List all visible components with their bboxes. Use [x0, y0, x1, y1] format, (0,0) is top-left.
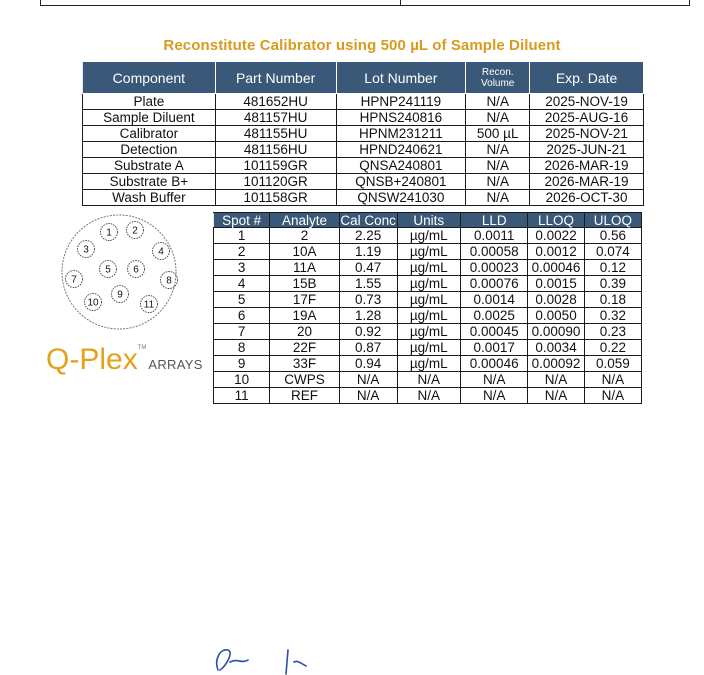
component-cell-component: Substrate A — [83, 158, 216, 174]
analyte-cell-analyte: 15B — [270, 276, 340, 292]
analyte-cell-cal: 1.19 — [339, 244, 397, 260]
component-cell-component: Substrate B+ — [83, 174, 216, 190]
analyte-row — [214, 324, 642, 340]
analyte-cell-cal: 0.47 — [339, 260, 397, 276]
component-row — [83, 94, 644, 110]
analyte-cell-analyte: 11A — [270, 260, 340, 276]
analyte-cell-units: µg/mL — [397, 244, 460, 260]
analyte-cell-lld: 0.0017 — [460, 340, 527, 356]
analyte-cell-lloq: N/A — [528, 388, 584, 404]
analyte-cell-cal: 2.25 — [339, 228, 397, 244]
header-uloq: ULOQ — [584, 213, 641, 228]
header-analyte: Analyte — [270, 213, 340, 228]
component-cell-component: Detection — [83, 142, 216, 158]
component-cell-component: Plate — [83, 94, 216, 110]
component-row — [83, 190, 644, 206]
analyte-cell-units: µg/mL — [397, 324, 460, 340]
analyte-cell-spot: 4 — [214, 276, 270, 292]
analyte-cell-lld: N/A — [460, 388, 527, 404]
spot-label: 1 — [106, 227, 112, 239]
analyte-cell-lloq: 0.00090 — [528, 324, 584, 340]
analyte-cell-cal: 0.87 — [339, 340, 397, 356]
analyte-cell-spot: 5 — [214, 292, 270, 308]
analyte-cell-cal: N/A — [339, 372, 397, 388]
header-recon-line1: Recon. — [481, 66, 514, 78]
analyte-cell-uloq: 0.23 — [584, 324, 641, 340]
spot-1 — [101, 224, 118, 241]
analyte-cell-uloq: N/A — [584, 372, 641, 388]
header-exp-date: Exp. Date — [530, 62, 644, 94]
section-title-text: Reconstitute Calibrator using 500 µL of Sample Diluent — [163, 37, 561, 54]
spot-label: 7 — [71, 274, 77, 286]
spot-layout-diagram — [52, 212, 187, 332]
analyte-cell-cal: 0.92 — [339, 324, 397, 340]
analyte-cell-analyte: 20 — [270, 324, 340, 340]
analyte-row — [214, 372, 642, 388]
analyte-cell-lld: 0.0014 — [460, 292, 527, 308]
spot-11 — [141, 296, 158, 313]
analyte-cell-lld: 0.0011 — [460, 228, 527, 244]
header-units: Units — [397, 213, 460, 228]
q-plex-arrays-logo — [46, 343, 203, 377]
component-cell-lot: HPNP241119 — [336, 94, 466, 110]
component-row — [83, 126, 644, 142]
analyte-row — [214, 228, 642, 244]
analyte-row — [214, 276, 642, 292]
spot-3 — [78, 241, 95, 258]
component-cell-lot: HPND240621 — [336, 142, 466, 158]
previous-table-edge — [40, 0, 690, 6]
analyte-row — [214, 292, 642, 308]
analyte-cell-spot: 3 — [214, 260, 270, 276]
analyte-cell-spot: 10 — [214, 372, 270, 388]
analyte-cell-spot: 2 — [214, 244, 270, 260]
analyte-cell-uloq: 0.12 — [584, 260, 641, 276]
header-spot: Spot # — [214, 213, 270, 228]
analyte-cell-units: N/A — [397, 372, 460, 388]
analyte-cell-uloq: 0.32 — [584, 308, 641, 324]
spot-label: 3 — [83, 244, 89, 256]
component-cell-exp: 2026-OCT-30 — [530, 190, 644, 206]
analyte-row — [214, 308, 642, 324]
spot-5 — [100, 261, 117, 278]
component-cell-exp: 2025-NOV-19 — [530, 94, 644, 110]
spot-7 — [66, 271, 83, 288]
component-cell-component: Wash Buffer — [83, 190, 216, 206]
header-recon-line2: Volume — [481, 77, 515, 89]
logo-plex: -Plex — [69, 343, 138, 376]
component-cell-exp: 2026-MAR-19 — [530, 158, 644, 174]
spot-2 — [127, 222, 144, 239]
spot-9 — [112, 286, 129, 303]
analyte-cell-uloq: 0.18 — [584, 292, 641, 308]
analyte-cell-spot: 1 — [214, 228, 270, 244]
analyte-row — [214, 260, 642, 276]
spot-label: 5 — [105, 264, 111, 276]
component-row — [83, 174, 644, 190]
component-row — [83, 142, 644, 158]
header-part-number: Part Number — [215, 62, 336, 94]
analyte-cell-uloq: 0.22 — [584, 340, 641, 356]
analyte-cell-cal: N/A — [339, 388, 397, 404]
component-cell-component: Calibrator — [83, 126, 216, 142]
component-cell-volume: N/A — [466, 94, 530, 110]
analyte-cell-spot: 6 — [214, 308, 270, 324]
analyte-cell-uloq: N/A — [584, 388, 641, 404]
spot-label: 2 — [132, 225, 138, 237]
analyte-cell-cal: 0.73 — [339, 292, 397, 308]
component-cell-lot: QNSB+240801 — [336, 174, 466, 190]
analyte-cell-units: N/A — [397, 388, 460, 404]
component-row — [83, 110, 644, 126]
analyte-row — [214, 356, 642, 372]
analyte-cell-lld: N/A — [460, 372, 527, 388]
analyte-cell-lloq: 0.00046 — [528, 260, 584, 276]
spot-label: 10 — [87, 297, 99, 309]
analyte-cell-units: µg/mL — [397, 228, 460, 244]
analyte-cell-spot: 11 — [214, 388, 270, 404]
analyte-cell-uloq: 0.074 — [584, 244, 641, 260]
analyte-row — [214, 244, 642, 260]
component-cell-component: Sample Diluent — [83, 110, 216, 126]
component-cell-exp: 2025-AUG-16 — [530, 110, 644, 126]
analyte-cell-units: µg/mL — [397, 340, 460, 356]
analyte-cell-lld: 0.00045 — [460, 324, 527, 340]
header-cal-conc: Cal Conc — [340, 212, 396, 228]
analyte-cell-uloq: 0.56 — [584, 228, 641, 244]
header-lot-number: Lot Number — [336, 62, 466, 94]
component-cell-part: 481157HU — [215, 110, 336, 126]
spot-label: 6 — [133, 264, 139, 276]
analyte-cell-lloq: 0.0022 — [528, 228, 584, 244]
analyte-cell-lld: 0.00023 — [460, 260, 527, 276]
component-cell-volume: N/A — [466, 174, 530, 190]
analyte-cell-lld: 0.00058 — [460, 244, 527, 260]
component-cell-lot: QNSW241030 — [336, 190, 466, 206]
spot-10 — [85, 294, 102, 311]
analyte-cell-cal: 1.28 — [339, 308, 397, 324]
analyte-cell-uloq: 0.059 — [584, 356, 641, 372]
analyte-cell-cal: 0.94 — [339, 356, 397, 372]
header-component: Component — [83, 62, 216, 94]
analyte-cell-analyte: 17F — [270, 292, 340, 308]
component-cell-lot: QNSA240801 — [336, 158, 466, 174]
spot-6 — [128, 261, 145, 278]
analyte-cell-spot: 9 — [214, 356, 270, 372]
analytes-header-row — [214, 213, 642, 228]
component-cell-exp: 2026-MAR-19 — [530, 174, 644, 190]
header-recon-volume — [466, 62, 530, 94]
analytes-table — [213, 212, 642, 404]
component-row — [83, 158, 644, 174]
component-cell-part: 101158GR — [215, 190, 336, 206]
analyte-cell-lloq: 0.0015 — [528, 276, 584, 292]
component-cell-volume: N/A — [466, 190, 530, 206]
analyte-cell-cal: 1.55 — [339, 276, 397, 292]
component-cell-volume: N/A — [466, 142, 530, 158]
analyte-cell-units: µg/mL — [397, 260, 460, 276]
analyte-cell-analyte: 19A — [270, 308, 340, 324]
component-cell-volume: N/A — [466, 158, 530, 174]
signature-scribble — [190, 640, 330, 675]
analyte-cell-spot: 8 — [214, 340, 270, 356]
component-cell-part: 101120GR — [215, 174, 336, 190]
analyte-cell-lld: 0.0025 — [460, 308, 527, 324]
analyte-cell-analyte: 33F — [270, 356, 340, 372]
analyte-cell-lld: 0.00046 — [460, 356, 527, 372]
analyte-cell-analyte: 22F — [270, 340, 340, 356]
header-lloq: LLOQ — [528, 213, 584, 228]
analyte-cell-lloq: 0.00092 — [528, 356, 584, 372]
analyte-cell-units: µg/mL — [397, 308, 460, 324]
analyte-cell-lloq: 0.0012 — [528, 244, 584, 260]
logo-q: Q — [46, 343, 70, 376]
component-cell-part: 101159GR — [215, 158, 336, 174]
components-table — [82, 61, 644, 206]
analyte-cell-lloq: 0.0050 — [528, 308, 584, 324]
analyte-cell-spot: 7 — [214, 324, 270, 340]
analyte-cell-lloq: N/A — [528, 372, 584, 388]
spot-label: 8 — [166, 275, 172, 287]
component-cell-part: 481652HU — [215, 94, 336, 110]
component-cell-part: 481156HU — [215, 142, 336, 158]
spot-4 — [153, 243, 170, 260]
analyte-cell-uloq: 0.39 — [584, 276, 641, 292]
analyte-cell-units: µg/mL — [397, 292, 460, 308]
component-cell-part: 481155HU — [215, 126, 336, 142]
component-cell-exp: 2025-JUN-21 — [530, 142, 644, 158]
analyte-row — [214, 388, 642, 404]
spot-label: 11 — [143, 299, 155, 311]
analyte-cell-units: µg/mL — [397, 276, 460, 292]
analyte-cell-analyte: 10A — [270, 244, 340, 260]
analyte-cell-analyte: 2 — [270, 228, 340, 244]
analyte-cell-lloq: 0.0028 — [528, 292, 584, 308]
analyte-row — [214, 340, 642, 356]
header-lld: LLD — [460, 213, 527, 228]
component-cell-volume: 500 µL — [466, 126, 530, 142]
analyte-cell-lloq: 0.0034 — [528, 340, 584, 356]
component-cell-lot: HPNM231211 — [336, 126, 466, 142]
logo-trademark: TM — [137, 345, 147, 351]
components-header-row — [83, 62, 644, 94]
analyte-cell-units: µg/mL — [397, 356, 460, 372]
logo-arrays: ARRAYS — [148, 357, 203, 372]
analyte-cell-analyte: CWPS — [270, 372, 340, 388]
component-cell-volume: N/A — [466, 110, 530, 126]
component-cell-exp: 2025-NOV-21 — [530, 126, 644, 142]
section-title — [0, 37, 704, 54]
analyte-cell-analyte: REF — [270, 388, 340, 404]
component-cell-lot: HPNS240816 — [336, 110, 466, 126]
analyte-cell-lld: 0.00076 — [460, 276, 527, 292]
spot-label: 4 — [158, 246, 164, 258]
spot-label: 9 — [117, 289, 123, 301]
